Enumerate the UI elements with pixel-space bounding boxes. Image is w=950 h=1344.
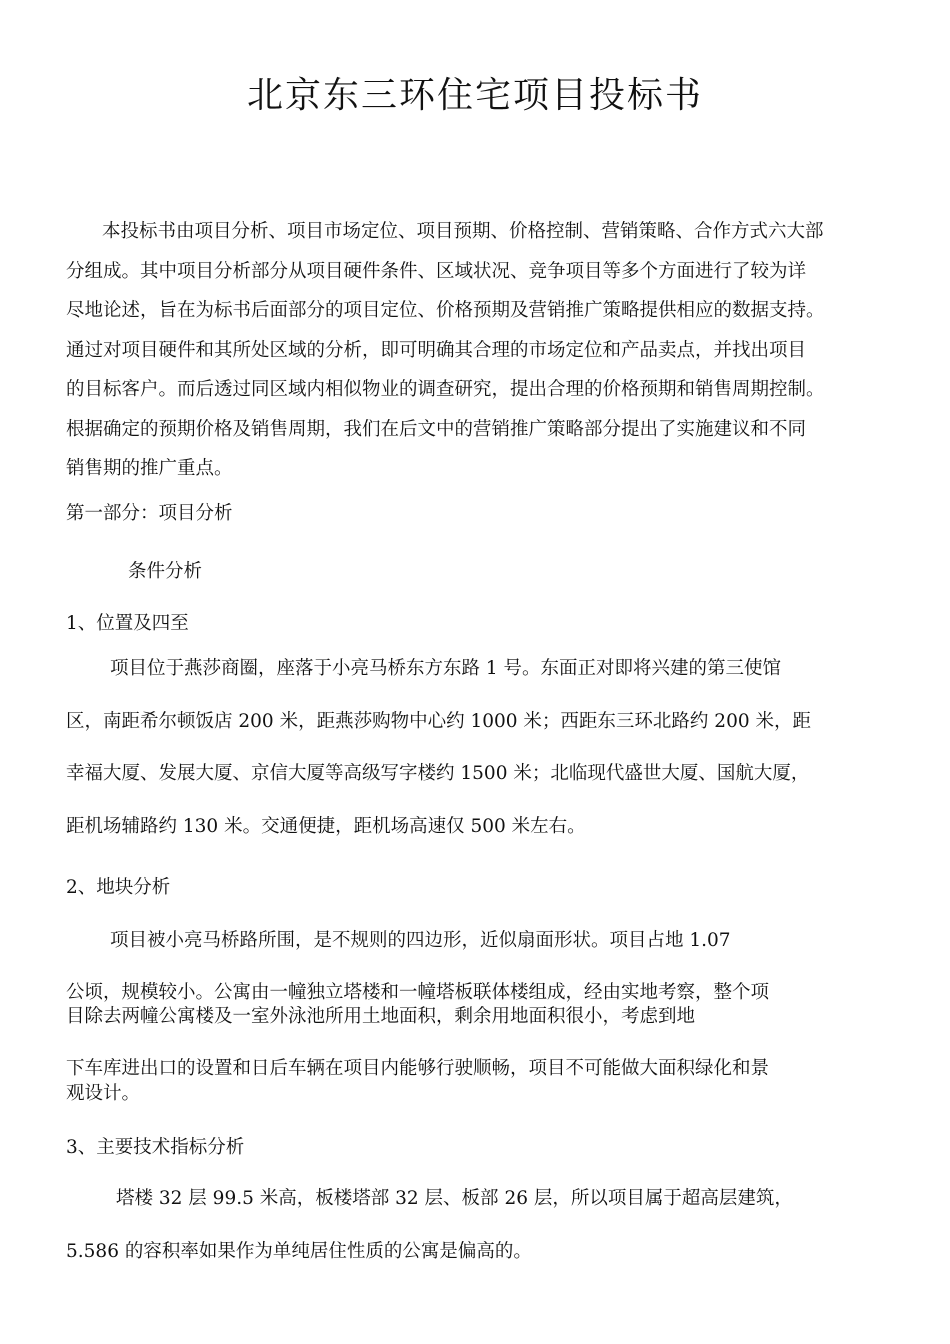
subsection-heading: 条件分析 (128, 561, 203, 582)
paragraph-line: 公顷，规模较小。公寓由一幢独立塔楼和一幢塔板联体楼组成，经由实地考察，整个项 (66, 982, 770, 1003)
paragraph-line: 距机场辅路约 130 米。交通便捷，距机场高速仅 500 米左右。 (66, 816, 586, 837)
section-heading: 3、主要技术指标分析 (66, 1137, 245, 1158)
paragraph-line: 下车库进出口的设置和日后车辆在项目内能够行驶顺畅，项目不可能做大面积绿化和景 (66, 1058, 770, 1079)
intro-line: 通过对项目硬件和其所处区域的分析，即可明确其合理的市场定位和产品卖点，并找出项目 (66, 340, 807, 361)
paragraph-line: 目除去两幢公寓楼及一室外泳池所用土地面积，剩余用地面积很小，考虑到地 (66, 1006, 696, 1027)
intro-line: 的目标客户。而后透过同区域内相似物业的调查研究，提出合理的价格预期和销售周期控制。 (66, 379, 825, 400)
section-heading: 1、位置及四至 (66, 613, 189, 634)
paragraph-line: 项目被小亮马桥路所围，是不规则的四边形，近似扇面形状。项目占地 1.07 (110, 930, 731, 951)
intro-line: 分组成。其中项目分析部分从项目硬件条件、区域状况、竞争项目等多个方面进行了较为详 (66, 261, 807, 282)
intro-line: 销售期的推广重点。 (66, 458, 233, 479)
intro-line: 本投标书由项目分析、项目市场定位、项目预期、价格控制、营销策略、合作方式六大部 (102, 221, 824, 242)
paragraph-line: 塔楼 32 层 99.5 米高，板楼塔部 32 层、板部 26 层，所以项目属于超高层建筑， (116, 1188, 793, 1209)
intro-line: 根据确定的预期价格及销售周期，我们在后文中的营销推广策略部分提出了实施建议和不同 (66, 419, 807, 440)
paragraph-line: 观设计。 (66, 1083, 141, 1104)
document-title: 北京东三环住宅项目投标书 (246, 75, 703, 116)
paragraph-line: 区，南距希尔顿饭店 200 米，距燕莎购物中心约 1000 米；西距东三环北路约 200 米，距 (66, 711, 811, 732)
paragraph-line: 幸福大厦、发展大厦、京信大厦等高级写字楼约 1500 米；北临现代盛世大厦、国航大厦， (66, 763, 810, 784)
section-heading: 2、地块分析 (66, 877, 171, 898)
paragraph-line: 5.586 的容积率如果作为单纯居住性质的公寓是偏高的。 (66, 1241, 532, 1262)
paragraph-line: 项目位于燕莎商圈，座落于小亮马桥东方东路 1 号。东面正对即将兴建的第三使馆 (110, 658, 782, 679)
part1-heading: 第一部分：项目分析 (66, 503, 233, 524)
intro-line: 尽地论述，旨在为标书后面部分的项目定位、价格预期及营销推广策略提供相应的数据支持。 (66, 300, 825, 321)
